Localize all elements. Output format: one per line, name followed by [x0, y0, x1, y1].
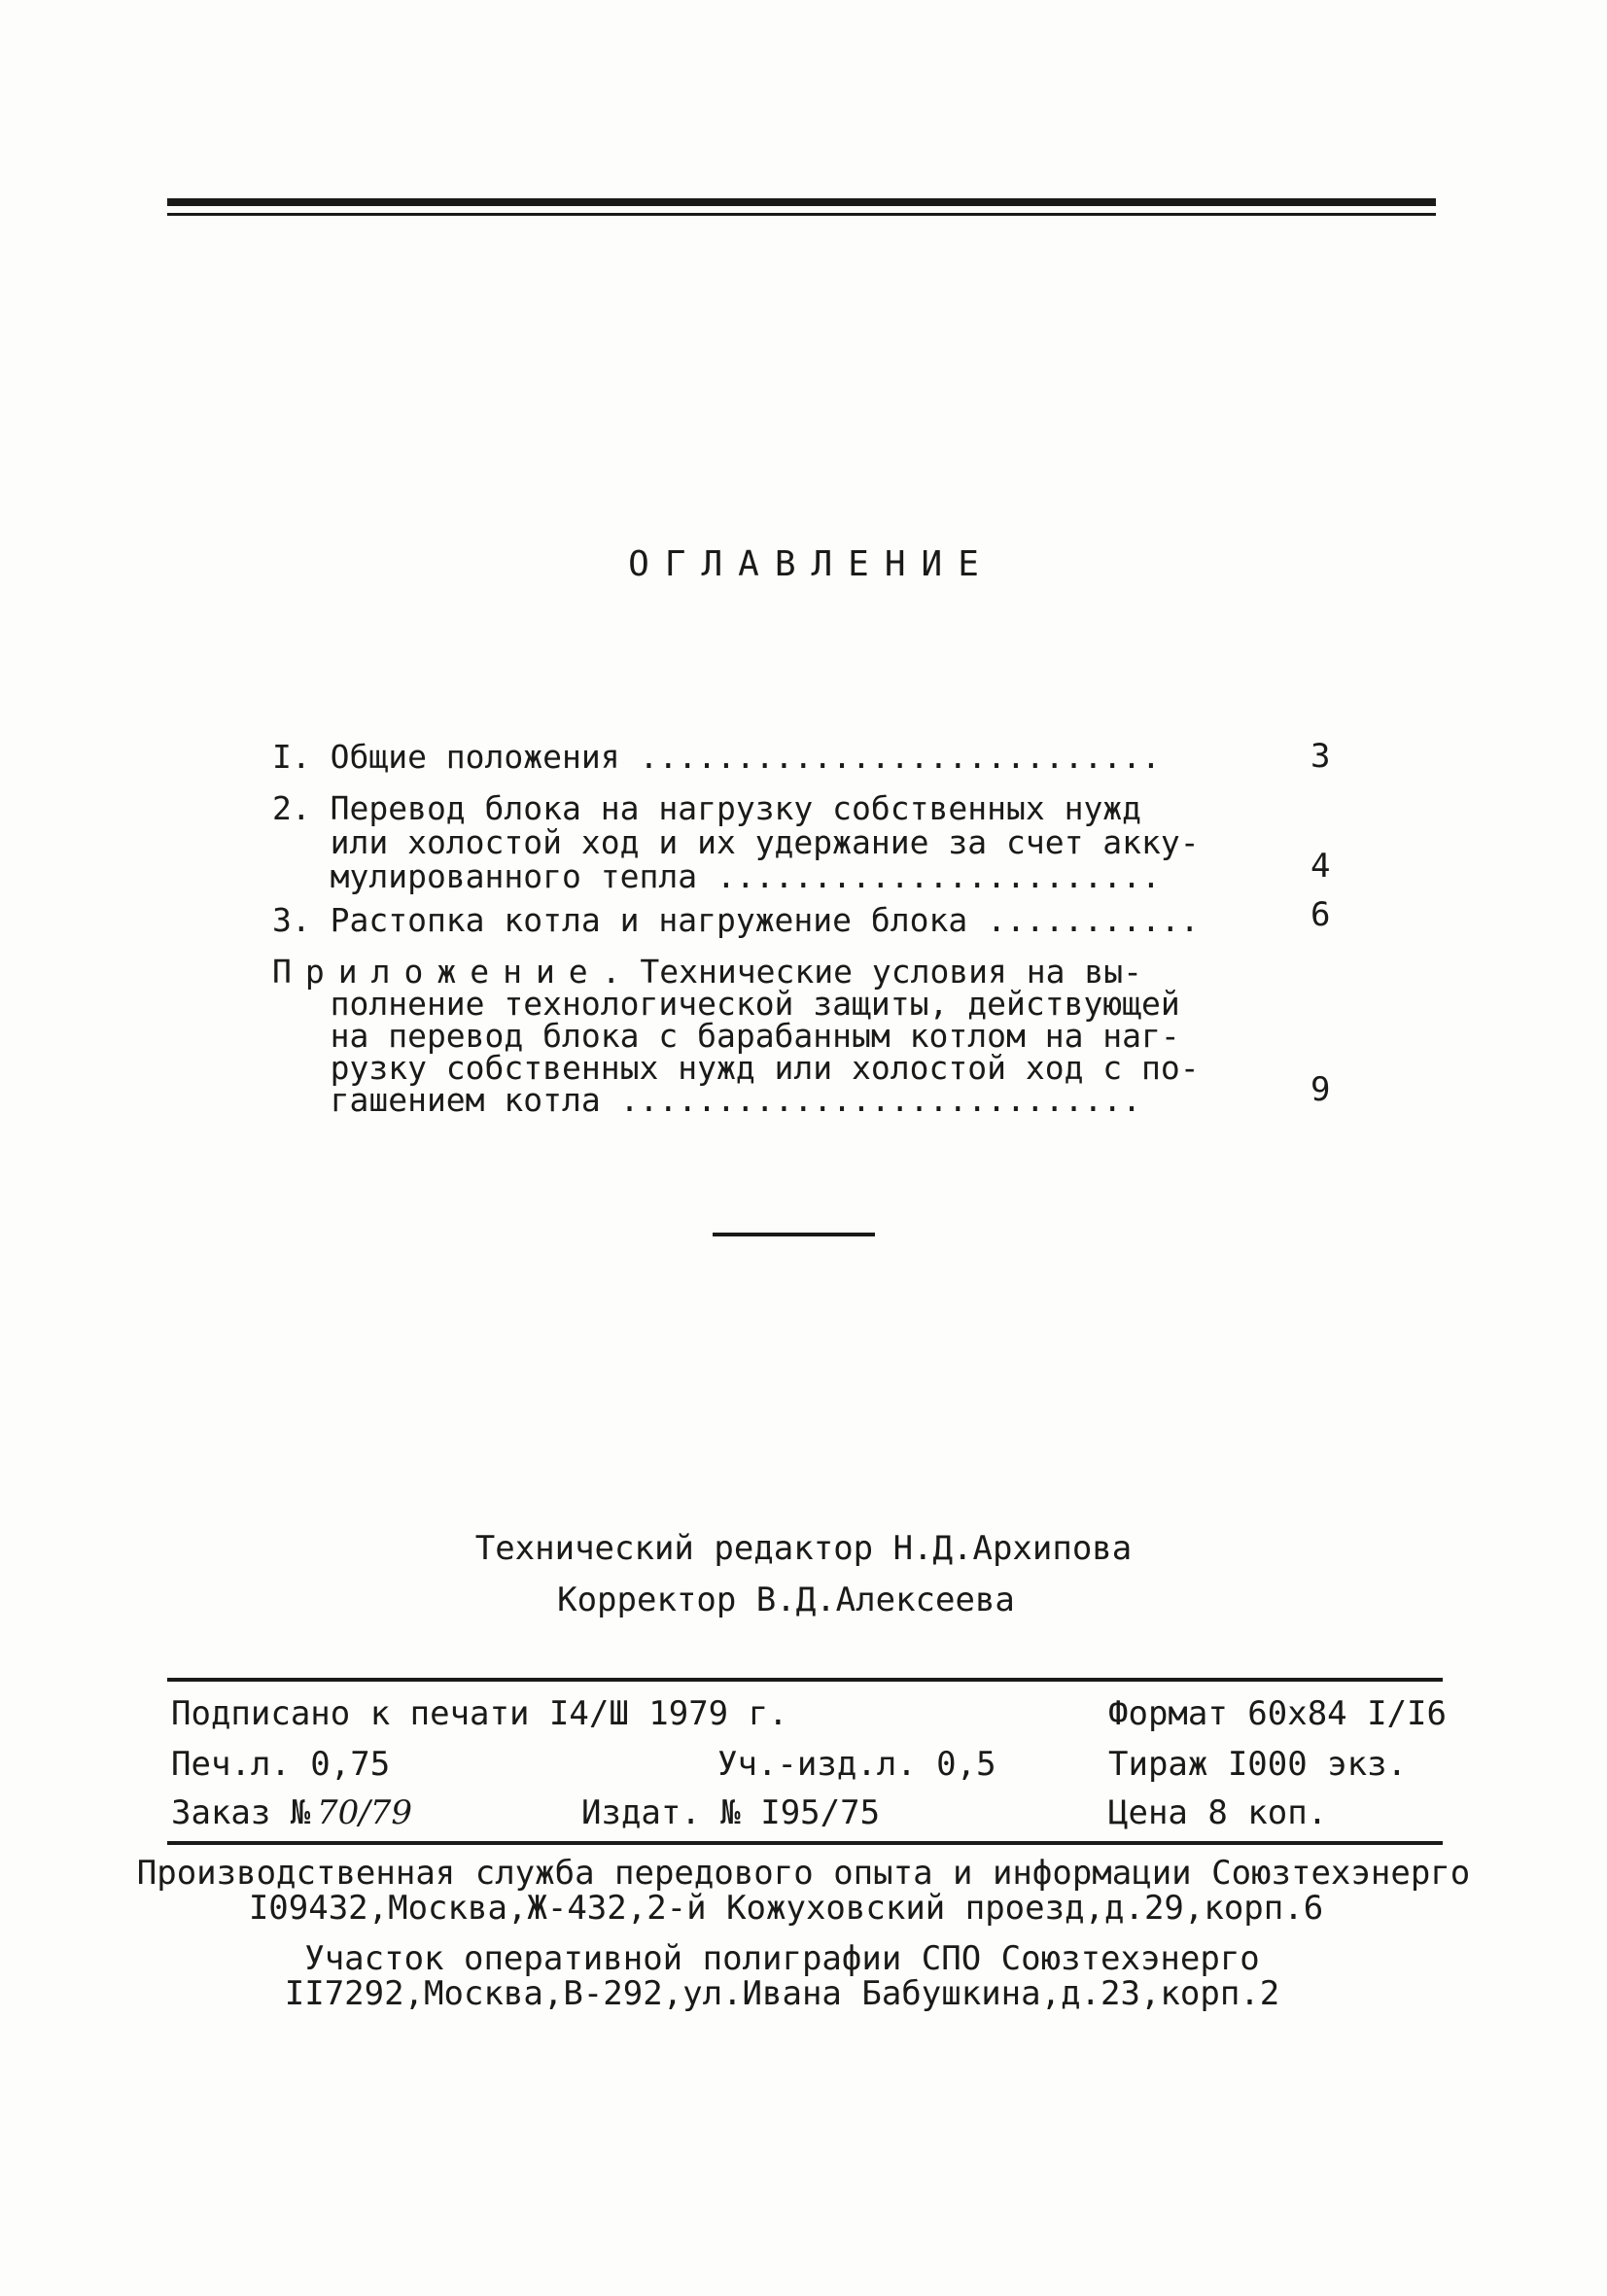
appendix-title-start: . Технические условия на вы- [601, 953, 1142, 991]
toc-entry-4-line-4: рузку собственных нужд или холостой ход с по- [272, 1049, 1200, 1087]
order-label: Заказ № [171, 1793, 311, 1832]
toc-entry-2-line-1: 2. Перевод блока на нагрузку собственных нужд [272, 789, 1142, 827]
corrector: Корректор В.Д.Алексеева [557, 1581, 1015, 1619]
technical-editor: Технический редактор Н.Д.Архипова [474, 1529, 1133, 1568]
publisher-name: Производственная служба передового опыта и информации Союзтехэнерго [136, 1854, 1471, 1893]
price: Цена 8 коп. [1108, 1793, 1328, 1832]
toc-entry-3-page: 6 [1310, 895, 1331, 934]
top-rule [167, 198, 1436, 206]
appendix-label: Приложение [272, 953, 602, 991]
publisher-sheets: Уч.-изд.л. 0,5 [717, 1745, 996, 1784]
toc-entry-4-line-5: гашением котла ........................... [272, 1081, 1142, 1119]
toc-title: ОГЛАВЛЕНИЕ [628, 544, 995, 584]
toc-entry-3-line-1: 3. Растопка котла и нагружение блока ........... [272, 901, 1200, 939]
printer-address: II7292,Москва,В-292,ул.Ивана Бабушкина,д.23,корп.2 [284, 1974, 1280, 2013]
toc-entry-2-page: 4 [1310, 847, 1331, 886]
paper-format: Формат 60x84 I/I6 [1108, 1694, 1447, 1733]
circulation: Тираж I000 экз. [1108, 1745, 1408, 1784]
order-number-handwritten: 70/79 [317, 1793, 412, 1832]
toc-entry-2-line-2: или холостой ход и их удержание за счет акку- [272, 823, 1200, 861]
toc-entry-4-line-3: на перевод блока с барабанным котлом на наг- [272, 1017, 1180, 1055]
signed-for-print: Подписано к печати I4/Ш 1979 г. [171, 1694, 788, 1733]
top-rule-thin [167, 213, 1436, 216]
publication-number: Издат. № I95/75 [581, 1793, 881, 1832]
toc-entry-4-line-1 [272, 953, 1142, 991]
section-divider [713, 1233, 875, 1236]
print-sheets: Печ.л. 0,75 [171, 1745, 391, 1784]
toc-entry-1-line-1: I. Общие положения ........................... [272, 738, 1161, 776]
imprint-rule-top [167, 1678, 1443, 1682]
toc-entry-4-page: 9 [1310, 1070, 1331, 1109]
toc-entry-1-page: 3 [1310, 737, 1331, 776]
printer-name: Участок оперативной полиграфии СПО Союзтехэнерго [304, 1939, 1260, 1978]
publisher-address: I09432,Москва,Ж-432,2-й Кожуховский проезд,д.29,корп.6 [248, 1889, 1324, 1928]
imprint-rule-bottom [167, 1841, 1443, 1845]
toc-entry-2-line-3: мулированного тепла ....................... [272, 857, 1161, 895]
toc-entry-4-line-2: полнение технологической защиты, действующей [272, 985, 1180, 1023]
